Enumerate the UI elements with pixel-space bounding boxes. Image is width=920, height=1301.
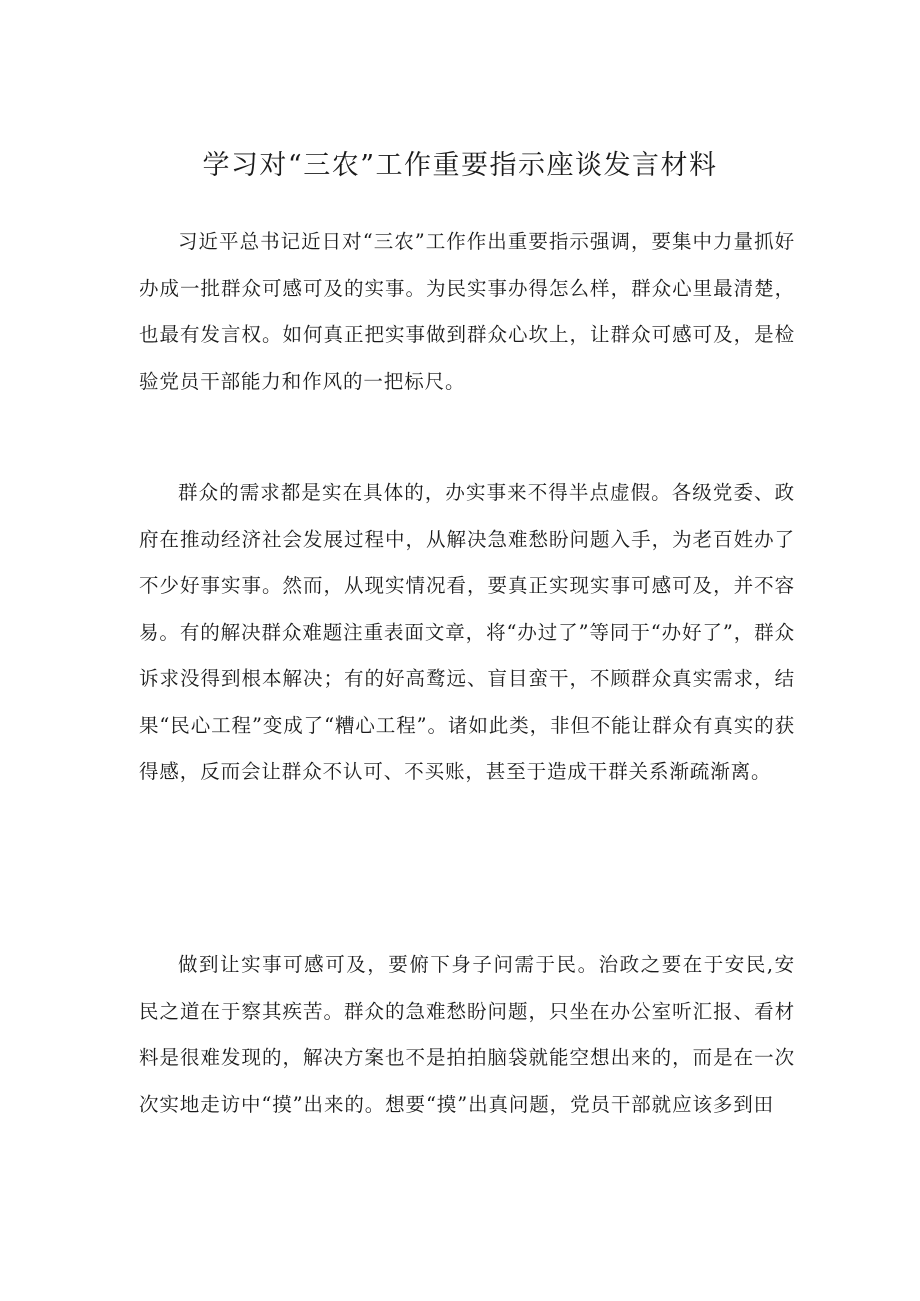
document-title: 学习对“三农”工作重要指示座谈发言材料: [202, 150, 718, 181]
paragraph-3: 做到让实事可感可及，要俯下身子问需于民。治政之要在于安民,安民之道在于察其疾苦。群众的急难愁盼问题，只坐在办公室听汇报、看材料是很难发现的，解决方案也不是拍拍脑袋就能空想出来的，而是在一次次实地走访中“摸”出来的。想要“摸”出真问题，党员干部就应该多到田: [139, 953, 795, 1116]
paragraph-2: 群众的需求都是实在具体的，办实事来不得半点虚假。各级党委、政府在推动经济社会发展过程中，从解决急难愁盼问题入手，为老百姓办了不少好事实事。然而，从现实情况看，要真正实现实事可感可及，并不容易。有的解决群众难题注重表面文章，将“办过了”等同于“办好了”，群众诉求没得到根本解决；有的好高鹜远、盲目蛮干，不顾群众真实需求，结果“民心工程”变成了“糟心工程”。诸如此类，非但不能让群众有真实的获得感，反而会让群众不认可、不买账，甚至于造成干群关系渐疏渐离。: [139, 481, 795, 783]
paragraph-1: 习近平总书记近日对“三农”工作作出重要指示强调，要集中力量抓好办成一批群众可感可及的实事。为民实事办得怎么样，群众心里最清楚，也最有发言权。如何真正把实事做到群众心坎上，让群众可感可及，是检验党员干部能力和作风的一把标尺。: [139, 230, 795, 393]
